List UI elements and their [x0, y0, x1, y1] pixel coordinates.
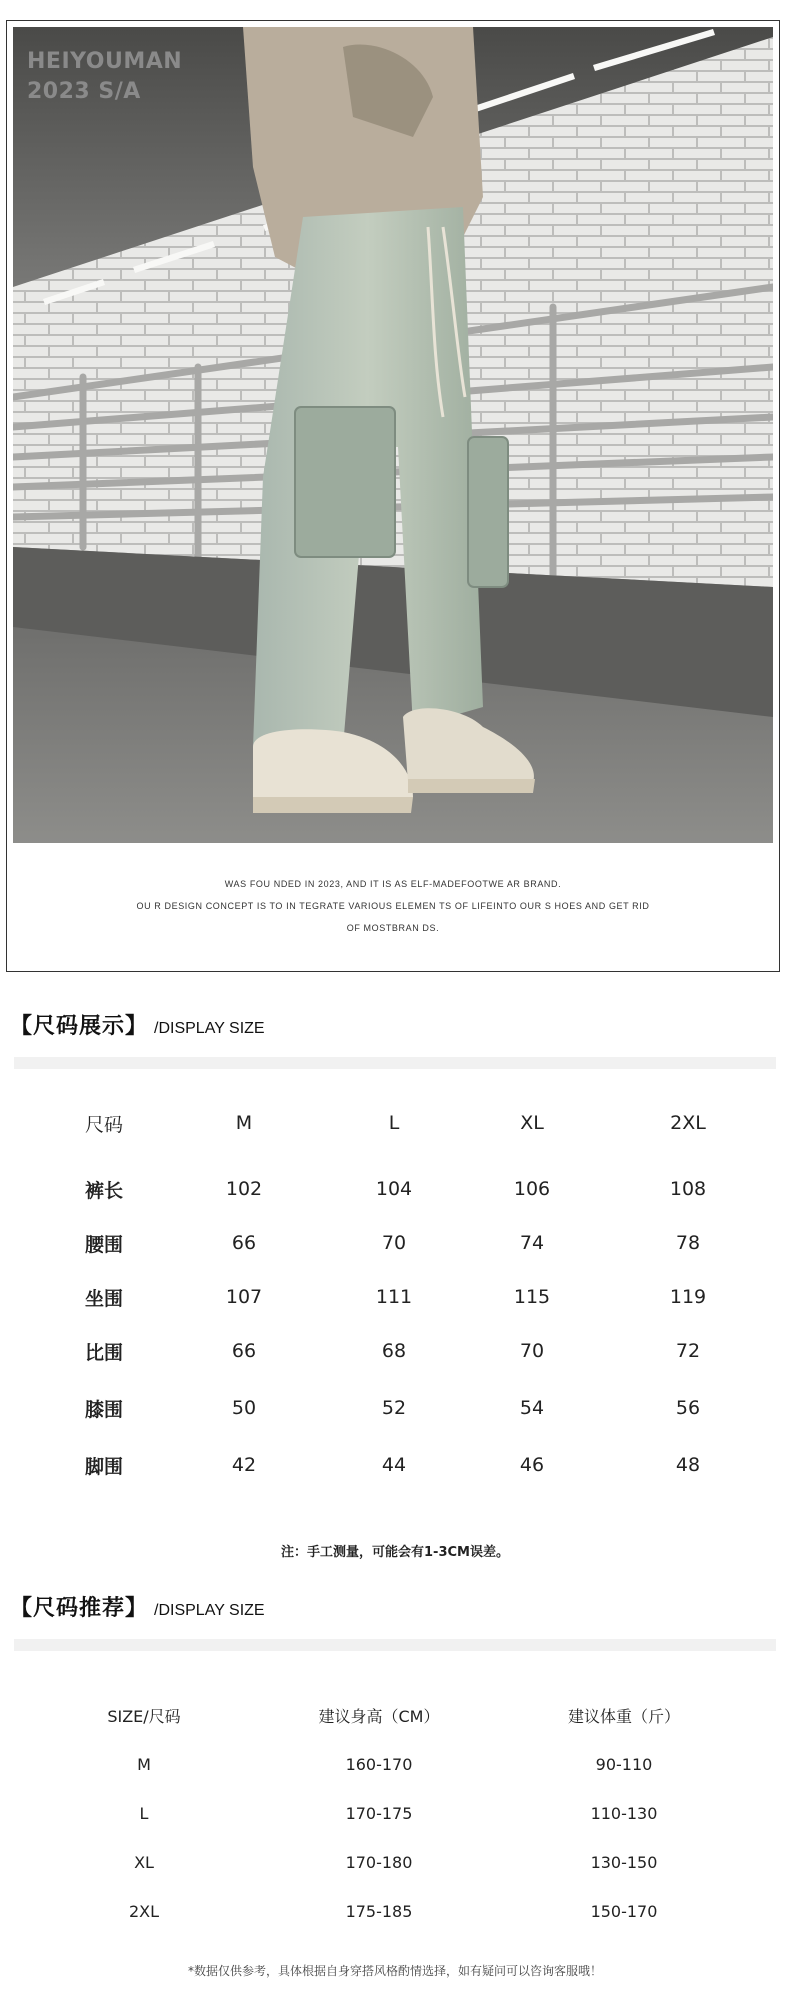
- measurement-label: 坐围: [84, 1287, 123, 1310]
- caption-line: OU R DESIGN CONCEPT IS TO IN TEGRATE VARIOUS ELEMEN TS OF LIFEINTO OUR S HOES AND GET RID: [136, 901, 650, 911]
- table-cell: 56: [675, 1397, 701, 1419]
- recommendation-header-cell: SIZE/尺码: [107, 1707, 181, 1726]
- table-cell: 107: [225, 1286, 263, 1308]
- measurement-note: 注：手工测量，可能会有1-3CM误差。: [281, 1545, 509, 1560]
- caption-line: WAS FOU NDED IN 2023, AND IT IS AS ELF-MADEFOOTWE AR BRAND.: [224, 879, 562, 889]
- model-wearing-cargo-jeans-image: [13, 27, 773, 843]
- table-cell: 115: [513, 1286, 551, 1308]
- table-cell: M: [137, 1755, 151, 1774]
- table-row: [14, 1216, 776, 1270]
- display-size-title-cn: 【尺码展示】: [10, 1014, 149, 1039]
- table-row: [14, 1324, 776, 1378]
- recommendation-header-cell: 建议体重（斤）: [567, 1707, 680, 1726]
- section-divider: [14, 1639, 776, 1651]
- size-chart-header-cell: 尺码: [84, 1113, 123, 1136]
- table-cell: 70: [381, 1232, 407, 1254]
- table-row: [14, 1740, 776, 1789]
- table-cell: 68: [381, 1340, 407, 1362]
- display-size-heading: [10, 1000, 265, 1040]
- table-row: [14, 1270, 776, 1324]
- table-cell: 160-170: [345, 1755, 413, 1774]
- table-cell: 104: [375, 1178, 413, 1200]
- measurement-label: 比围: [84, 1341, 123, 1364]
- table-cell: 42: [231, 1454, 257, 1476]
- table-row: [14, 1789, 776, 1838]
- table-cell: XL: [134, 1853, 154, 1872]
- size-chart-header-cell: 2XL: [670, 1112, 706, 1134]
- table-cell: 102: [225, 1178, 263, 1200]
- size-recommendation-table: [14, 1691, 776, 1936]
- table-cell: 44: [381, 1454, 407, 1476]
- product-photo: [13, 27, 773, 843]
- table-cell: 66: [231, 1232, 257, 1254]
- table-cell: 175-185: [345, 1902, 413, 1921]
- table-cell: 150-170: [590, 1902, 658, 1921]
- table-cell: 108: [669, 1178, 707, 1200]
- table-cell: 78: [675, 1232, 701, 1254]
- table-cell: 170-175: [345, 1804, 413, 1823]
- table-cell: 70: [519, 1340, 545, 1362]
- table-cell: 110-130: [590, 1804, 658, 1823]
- measurement-label: 腰围: [84, 1233, 123, 1256]
- size-chart-header-cell: M: [235, 1112, 253, 1134]
- table-row: [14, 1438, 776, 1492]
- size-chart-header-cell: L: [388, 1112, 400, 1134]
- table-cell: 48: [675, 1454, 701, 1476]
- brand-name: HEIYOUMAN: [27, 49, 183, 74]
- table-cell: 106: [513, 1178, 551, 1200]
- table-row: [14, 1838, 776, 1887]
- hero-frame: [6, 20, 780, 972]
- table-cell: 52: [381, 1397, 407, 1419]
- recommendation-header-row: [14, 1691, 776, 1740]
- table-cell: 119: [669, 1286, 707, 1308]
- recommend-size-title-cn: 【尺码推荐】: [10, 1596, 149, 1621]
- measurement-label: 裤长: [84, 1179, 123, 1202]
- table-cell: 54: [519, 1397, 545, 1419]
- brand-watermark: [27, 47, 182, 107]
- reference-footnote: *数据仅供参考，具体根据自身穿搭风格酌情选择，如有疑问可以咨询客服哦！: [187, 1964, 602, 1978]
- brand-season: 2023 S/A: [27, 79, 141, 104]
- table-cell: 50: [231, 1397, 257, 1419]
- recommendation-header-cell: 建议身高（CM）: [318, 1707, 440, 1726]
- recommend-size-title-en: /DISPLAY SIZE: [154, 1602, 265, 1619]
- table-cell: 66: [231, 1340, 257, 1362]
- size-chart-header-row: [14, 1096, 776, 1150]
- recommend-size-heading: [10, 1582, 265, 1622]
- table-cell: 2XL: [128, 1902, 160, 1921]
- table-cell: 90-110: [595, 1755, 653, 1774]
- table-cell: 130-150: [590, 1853, 658, 1872]
- table-cell: L: [139, 1804, 149, 1823]
- table-cell: 72: [675, 1340, 701, 1362]
- size-chart-table: [14, 1096, 776, 1492]
- table-row: [14, 1162, 776, 1216]
- table-row: [14, 1378, 776, 1438]
- size-chart-header-cell: XL: [520, 1112, 544, 1134]
- measurement-label: 膝围: [84, 1398, 123, 1421]
- table-row: [14, 1887, 776, 1936]
- table-cell: 111: [375, 1286, 413, 1308]
- caption-line: OF MOSTBRAN DS.: [346, 923, 440, 933]
- table-cell: 74: [519, 1232, 545, 1254]
- display-size-title-en: /DISPLAY SIZE: [154, 1020, 265, 1037]
- brand-caption: [7, 873, 779, 939]
- section-divider: [14, 1057, 776, 1069]
- table-cell: 46: [519, 1454, 545, 1476]
- table-cell: 170-180: [345, 1853, 413, 1872]
- measurement-label: 脚围: [84, 1455, 123, 1478]
